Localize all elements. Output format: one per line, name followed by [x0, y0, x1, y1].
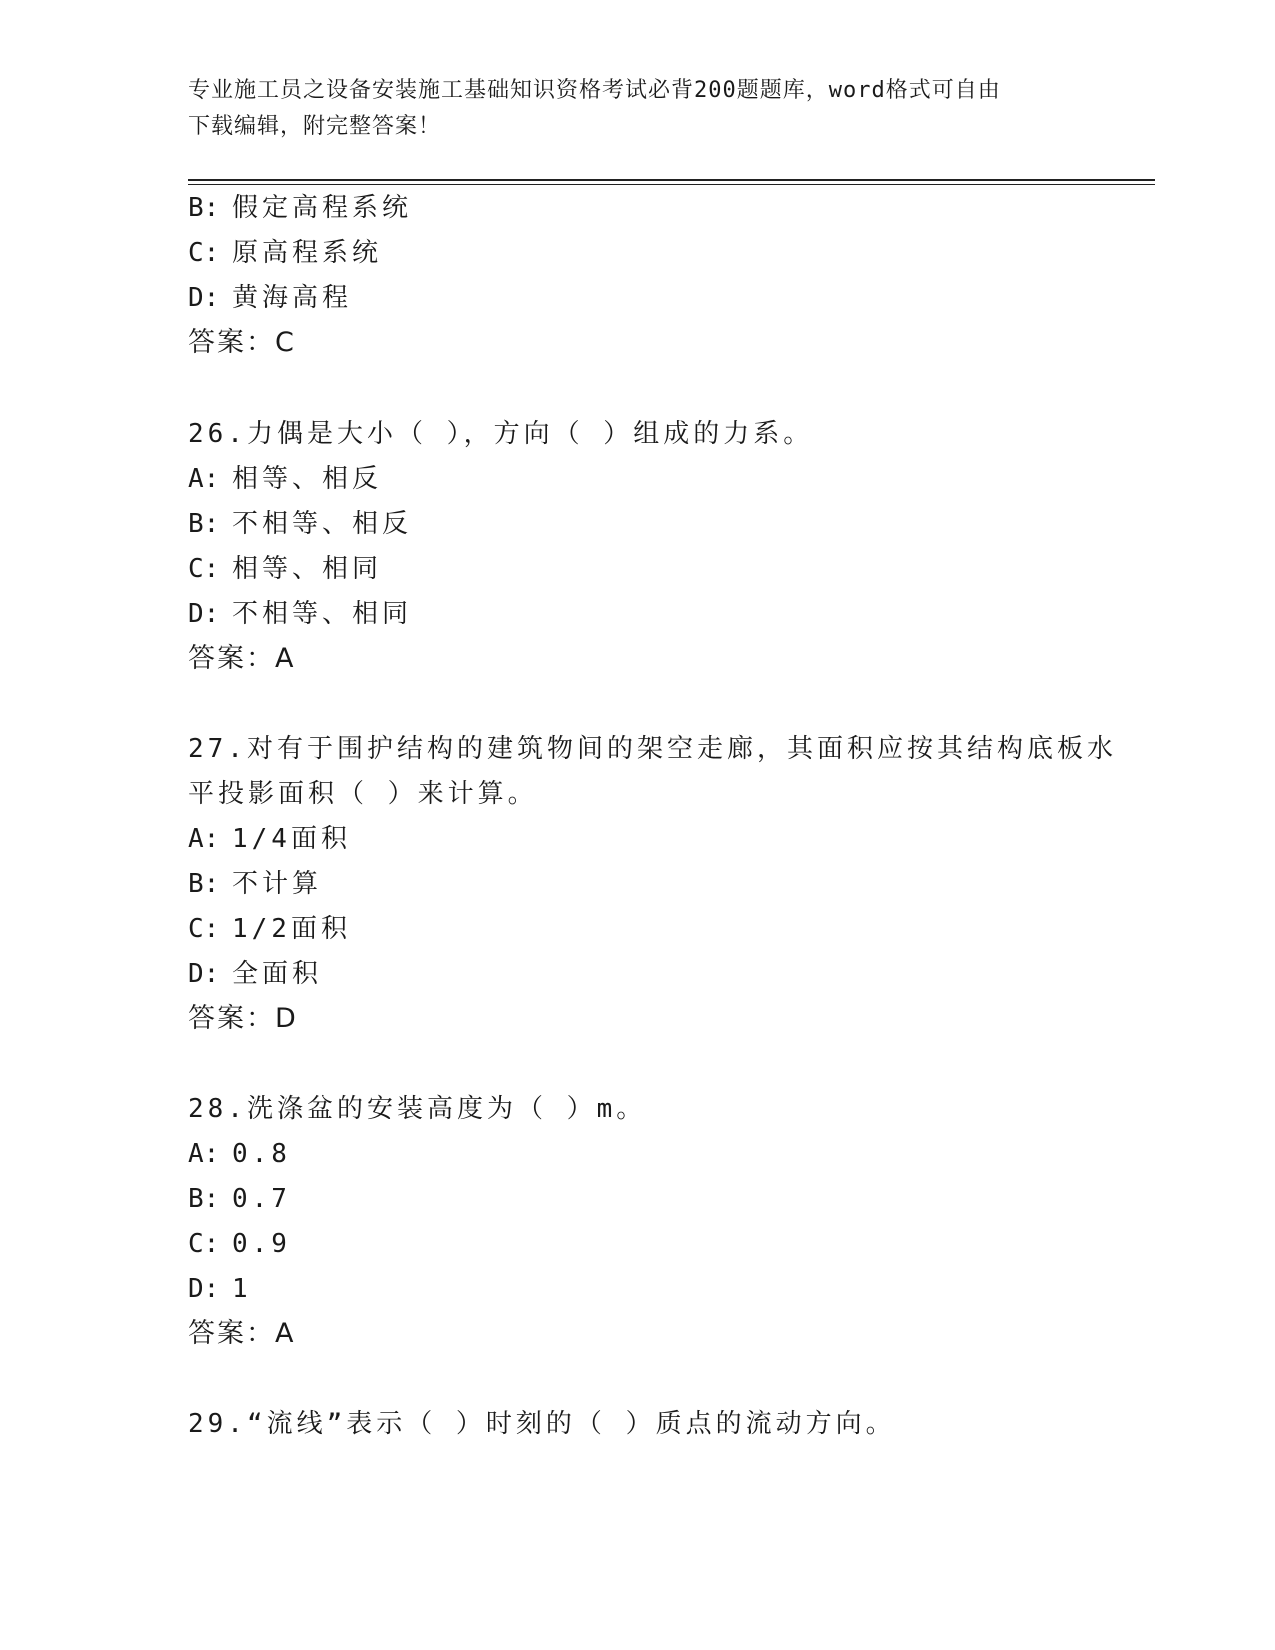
- option-text: 不相等、相同: [232, 599, 413, 629]
- option-label: B:: [188, 509, 220, 539]
- q27-answer: 答案：D: [188, 1003, 298, 1034]
- q25-option-d: [188, 281, 352, 315]
- option-text: 0.8: [232, 1139, 291, 1169]
- q25-option-c: [188, 236, 382, 270]
- option-text: 相等、相反: [232, 464, 383, 494]
- q26-option-b: [188, 507, 412, 541]
- option-text: 0.7: [232, 1184, 291, 1214]
- q26-option-d: [188, 597, 412, 631]
- q27-option-a: [188, 822, 351, 856]
- q26-option-a: [188, 462, 382, 496]
- option-text: 0.9: [232, 1229, 291, 1259]
- q28-answer: 答案：A: [188, 1318, 296, 1349]
- q28-option-d: [188, 1272, 252, 1306]
- q27-stem-line-1: 27.对有于围护结构的建筑物间的架空走廊，其面积应按其结构底板水: [188, 734, 1117, 764]
- option-text: 不相等、相反: [232, 509, 413, 539]
- option-label: A:: [188, 464, 220, 494]
- option-text: 1/4面积: [232, 824, 351, 854]
- header-title-line-2: 下载编辑，附完整答案！: [188, 114, 442, 139]
- q28-option-a: [188, 1137, 291, 1171]
- q28-stem: 28.洗涤盆的安装高度为（ ）m。: [188, 1094, 647, 1124]
- q27-option-b: [188, 867, 322, 901]
- option-text: 相等、相同: [232, 554, 383, 584]
- option-label: C:: [188, 914, 220, 944]
- option-label: A:: [188, 824, 220, 854]
- option-label: B:: [188, 193, 220, 223]
- option-label: D:: [188, 599, 220, 629]
- header-title-line-1: 专业施工员之设备安装施工基础知识资格考试必背200题题库，word格式可自由: [188, 78, 1001, 103]
- option-label: D:: [188, 283, 220, 313]
- option-label: D:: [188, 959, 220, 989]
- q25-answer: 答案：C: [188, 327, 296, 358]
- option-text: 全面积: [232, 959, 323, 989]
- option-text: 不计算: [232, 869, 323, 899]
- q25-option-b: [188, 191, 412, 225]
- q28-option-b: [188, 1182, 291, 1216]
- option-label: B:: [188, 1184, 220, 1214]
- header-divider-thick: [188, 179, 1155, 181]
- q29-stem: 29.“流线”表示（ ）时刻的（ ）质点的流动方向。: [188, 1409, 896, 1439]
- q27-option-d: [188, 957, 322, 991]
- option-label: C:: [188, 554, 220, 584]
- option-text: 1: [232, 1274, 252, 1304]
- option-label: B:: [188, 869, 220, 899]
- q27-option-c: [188, 912, 351, 946]
- option-label: D:: [188, 1274, 220, 1304]
- option-label: C:: [188, 238, 220, 268]
- option-text: 黄海高程: [232, 283, 353, 313]
- q26-answer: 答案：A: [188, 643, 296, 674]
- header-divider-thin: [188, 184, 1155, 185]
- option-label: C:: [188, 1229, 220, 1259]
- q28-option-c: [188, 1227, 291, 1261]
- q26-option-c: [188, 552, 382, 586]
- option-text: 原高程系统: [232, 238, 383, 268]
- option-label: A:: [188, 1139, 220, 1169]
- q26-stem: 26.力偶是大小（ ），方向（ ）组成的力系。: [188, 419, 814, 449]
- q27-stem-line-2: 平投影面积（ ）来计算。: [188, 779, 538, 809]
- document-header: [188, 73, 1088, 145]
- option-text: 假定高程系统: [232, 193, 413, 223]
- option-text: 1/2面积: [232, 914, 351, 944]
